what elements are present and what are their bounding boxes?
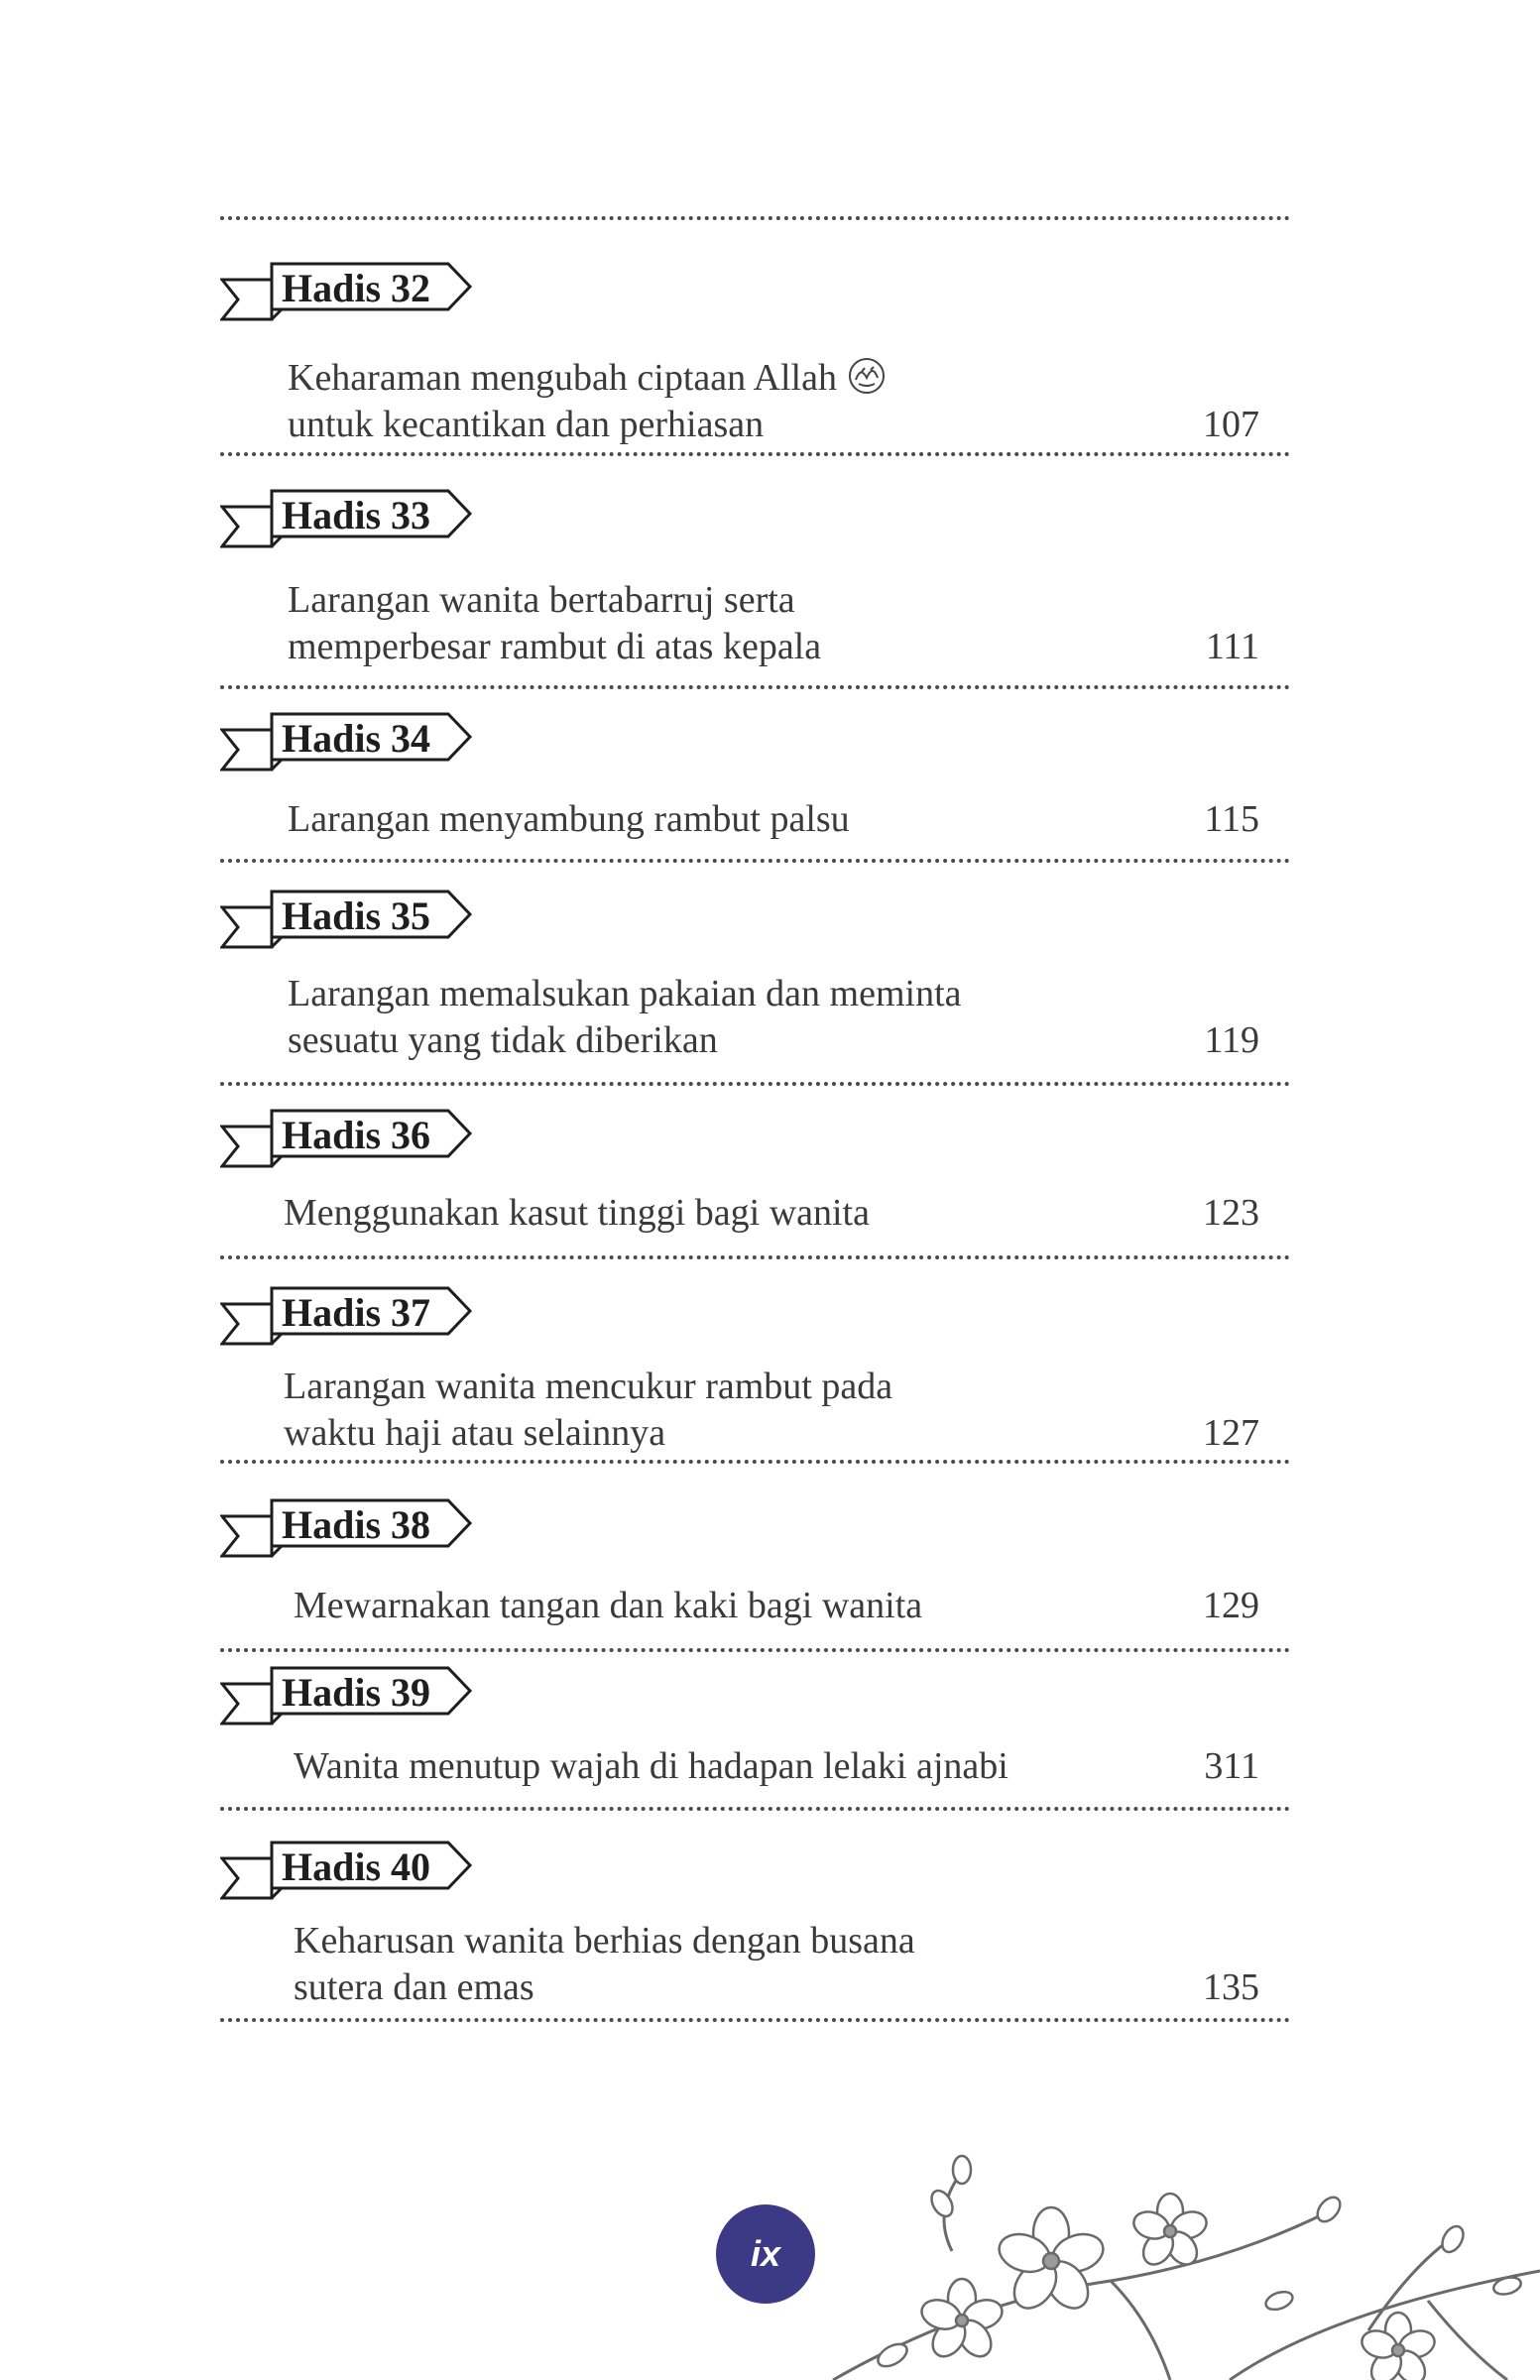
hadis-tag [220,890,478,953]
entry-title: Wanita menutup wajah di hadapan lelaki ajnabi [294,1745,1008,1787]
entry-title: Larangan wanita bertabarruj serta [288,579,795,621]
entry-title: waktu haji atau selainnya [284,1412,666,1454]
separator [220,685,1290,689]
entry-title: Larangan menyambung rambut palsu [288,798,850,840]
separator [220,1648,1290,1652]
entry-title: Larangan memalsukan pakaian dan meminta [288,973,962,1014]
hadis-tag [220,1841,478,1904]
separator [220,1082,1290,1086]
entry-title: Keharaman mengubah ciptaan Allah [288,355,887,401]
page-number: 115 [1204,798,1259,840]
hadis-tag [220,489,478,552]
page-number: 111 [1205,626,1259,667]
hadis-number: Hadis 40 [282,1844,431,1889]
page-number: 123 [1203,1192,1259,1234]
entry-title: memperbesar rambut di atas kepala [288,626,822,667]
swt-calligraphy-icon [847,356,887,396]
hadis-number: Hadis 39 [282,1670,431,1715]
hadis-tag [220,1286,478,1350]
page-number: 127 [1203,1412,1259,1454]
hadis-tag [220,1109,478,1172]
entry-title: Menggunakan kasut tinggi bagi wanita [284,1192,870,1234]
separator [220,859,1290,863]
separator [220,1255,1290,1259]
separator [220,1807,1290,1811]
page-number: 107 [1203,404,1259,445]
separator [220,452,1290,456]
hadis-tag [220,262,478,325]
flower-branch-illustration [813,2152,1540,2380]
hadis-number: Hadis 34 [282,716,431,761]
entry-title: untuk kecantikan dan perhiasan [288,404,765,445]
hadis-number: Hadis 35 [282,893,431,938]
entry-title: Mewarnakan tangan dan kaki bagi wanita [294,1585,923,1626]
hadis-number: Hadis 36 [282,1113,431,1157]
hadis-number: Hadis 37 [282,1290,431,1335]
hadis-number: Hadis 32 [282,266,431,310]
hadis-tag [220,1498,478,1562]
hadis-number: Hadis 33 [282,493,431,537]
entry-title: sutera dan emas [294,1966,534,2008]
separator [220,2018,1290,2022]
page-number: 129 [1203,1585,1259,1626]
hadis-tag [220,1666,478,1729]
hadis-number: Hadis 38 [282,1502,431,1547]
entry-title: Larangan wanita mencukur rambut pada [284,1366,893,1407]
page-number: 311 [1204,1745,1259,1787]
separator-top [220,216,1290,220]
separator [220,1460,1290,1464]
page-number: 119 [1204,1019,1259,1061]
entry-title: Keharusan wanita berhias dengan busana [294,1920,915,1962]
hadis-tag [220,712,478,775]
entry-title: sesuatu yang tidak diberikan [288,1019,718,1061]
page-number: 135 [1203,1966,1259,2008]
folio-page-number: ix [716,2204,815,2304]
